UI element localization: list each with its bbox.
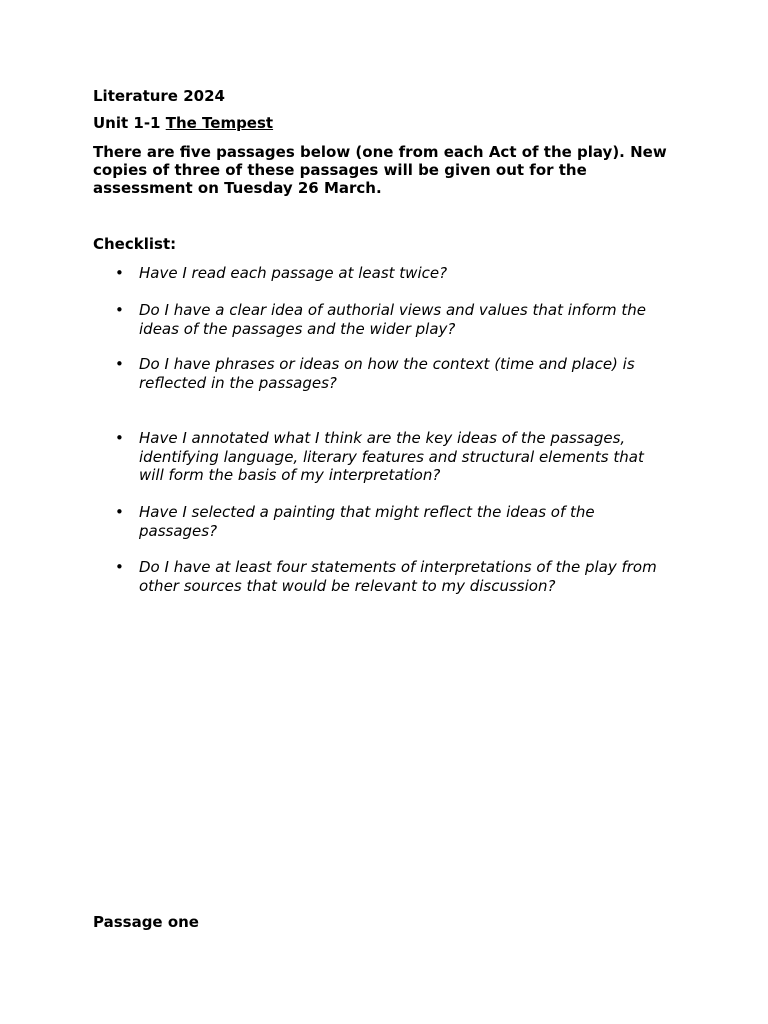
bullet-icon: •	[115, 355, 124, 373]
bullet-icon: •	[115, 503, 124, 521]
bullet-icon: •	[115, 429, 124, 447]
checklist-item	[93, 429, 673, 485]
unit-prefix: Unit 1-1	[93, 114, 166, 132]
checklist-item-text: Have I selected a painting that might reflect the ideas of the passages?	[139, 503, 595, 540]
checklist-item-text: Have I read each passage at least twice?	[139, 264, 448, 282]
checklist-item	[93, 503, 673, 540]
checklist-item-text: Do I have at least four statements of interpretations of the play from other sources that would be relevant to my discussion?	[139, 558, 657, 595]
checklist-item	[93, 264, 673, 283]
play-title: The Tempest	[165, 114, 274, 132]
checklist-item	[93, 355, 673, 392]
checklist-item	[93, 558, 673, 595]
passage-heading: Passage one	[93, 913, 199, 931]
unit-heading	[93, 114, 673, 132]
bullet-icon: •	[115, 264, 124, 282]
checklist-item-text: Do I have a clear idea of authorial views and values that inform the ideas of the passages and the wider play?	[139, 301, 647, 338]
checklist-item-text: Have I annotated what I think are the key ideas of the passages, identifying language, literary features and structural elements that will form the basis of my interpretation?	[139, 429, 644, 484]
checklist-item-text: Do I have phrases or ideas on how the context (time and place) is reflected in the passages?	[139, 355, 635, 392]
checklist-heading: Checklist:	[93, 235, 177, 253]
bullet-icon: •	[115, 558, 124, 576]
document-title: Literature 2024	[93, 87, 225, 105]
checklist-item	[93, 301, 673, 338]
bullet-icon: •	[115, 301, 124, 319]
intro-paragraph: There are five passages below (one from each Act of the play). New copies of three of these passages will be given out for the assessment on Tuesday 26 March.	[93, 143, 667, 197]
